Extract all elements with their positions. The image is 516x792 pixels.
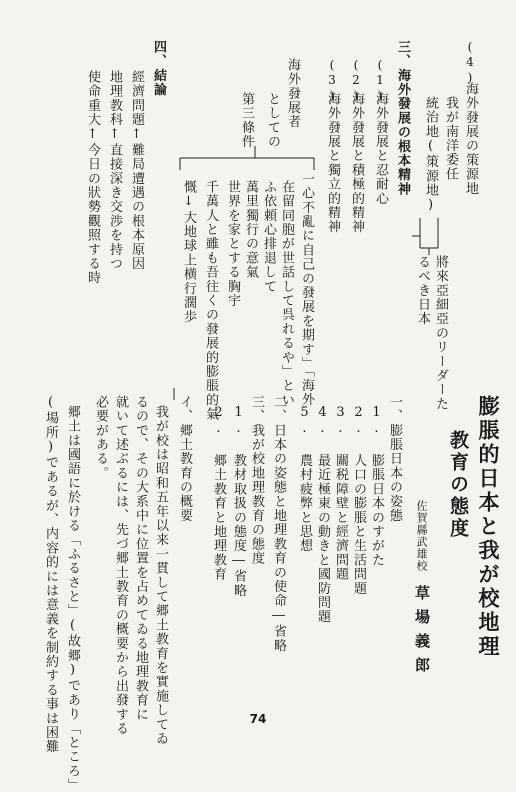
conclusion-line: 地理教科↑直接深き交渉を持つ: [107, 70, 122, 271]
toc-item: 二、日本の姿態と地理教育の使命―省略: [271, 395, 286, 653]
toc-item: 1. 膨脹日本のすがた: [369, 405, 384, 568]
toc-item: 5. 農村疲弊と思想: [297, 405, 312, 553]
box-line: 世界を家とする胸宇: [225, 180, 240, 308]
body-line: 必要がある。: [93, 395, 108, 481]
section4-line1: 我が南洋委任: [443, 96, 458, 182]
section4-result1: 將來亞細亞のリーダーた: [433, 255, 448, 412]
author-name: 草場義郎: [413, 585, 431, 681]
toc-item: 2. 郷土教育と地理教育: [211, 405, 226, 582]
toc-item: 1. 教材取扱の態度―省略: [231, 405, 246, 598]
toc-item: 2. 人口の膨脹と生活問題: [351, 405, 366, 596]
body-line: 郷土は國語に於ける「ふるさと」(故郷)であり「ところ」: [65, 405, 80, 792]
box-line: 萬里獨行の意氣: [243, 180, 258, 280]
section3-item: 海外發展と獨立的精神: [325, 92, 340, 234]
toc-item: イ、郷土教育の概要: [177, 395, 192, 523]
box-line: 千萬人と雖も吾往くの發展的膨脹的氣: [203, 180, 218, 422]
box-left-label: 第三條件: [239, 92, 254, 149]
section4-line2: 統治地(策源地): [423, 96, 438, 214]
author-affiliation: 佐賀縣武雄校: [415, 500, 428, 572]
box-line: ふ依頼心排退して: [261, 180, 276, 294]
body-line: るので、その大系中に位置を占めてゐる地理教育に: [133, 395, 148, 722]
body-line: 就いて述ぶるには、先づ郷土教育の概要から出發する: [113, 395, 128, 736]
section3-item-num: (2): [349, 58, 363, 104]
article-title: 膨脹的日本と我が校地理: [476, 395, 501, 659]
section4-title: 海外發展の策源地: [463, 82, 478, 196]
conclusion-line: 使命重大↑今日の狀勢觀照する時: [85, 70, 100, 285]
box-line: 在留同胞が世話して呉れるや」とい: [279, 180, 294, 408]
section3-item: 海外發展と忍耐心: [373, 92, 388, 206]
section3-item: 海外發展と積極的精神: [349, 92, 364, 234]
box-left-label: 海外發展者: [285, 58, 300, 129]
box-left-label: としての: [265, 92, 280, 149]
body-line: (場所)であるが、内容的には意義を制約する事は困難: [43, 395, 58, 754]
section4-number: (4): [463, 40, 477, 86]
box-line: 一心不亂に自己の發展を期す」「海外: [299, 172, 314, 407]
section4-result2: るべき日本: [415, 255, 430, 326]
section3-heading: 三、海外發展の根本精神: [395, 40, 410, 197]
toc-item: 三、我が校地理教育の態度: [249, 395, 264, 566]
box-line: 慨↓大地球上横行濶歩: [181, 180, 196, 324]
toc-item: 一、膨脹日本の姿態: [387, 395, 402, 523]
body-line: 我が校は昭和五年以来一貫して郷土教育を實施してゐ: [153, 405, 168, 746]
page-number: 74: [249, 712, 267, 726]
section3-item-num: (1): [373, 58, 387, 104]
toc-item: 3. 關税障壁と經濟問題: [333, 405, 348, 582]
toc-item: 4. 最近極東の動きと國防問題: [315, 405, 330, 624]
section3-item-num: (3): [325, 58, 339, 104]
conclusion-line: 經濟問題↑難局遭遇の根本原因: [129, 70, 144, 271]
conclusion-heading: 四、結論: [151, 40, 166, 97]
article-subtitle: 教育の態度: [447, 430, 469, 540]
